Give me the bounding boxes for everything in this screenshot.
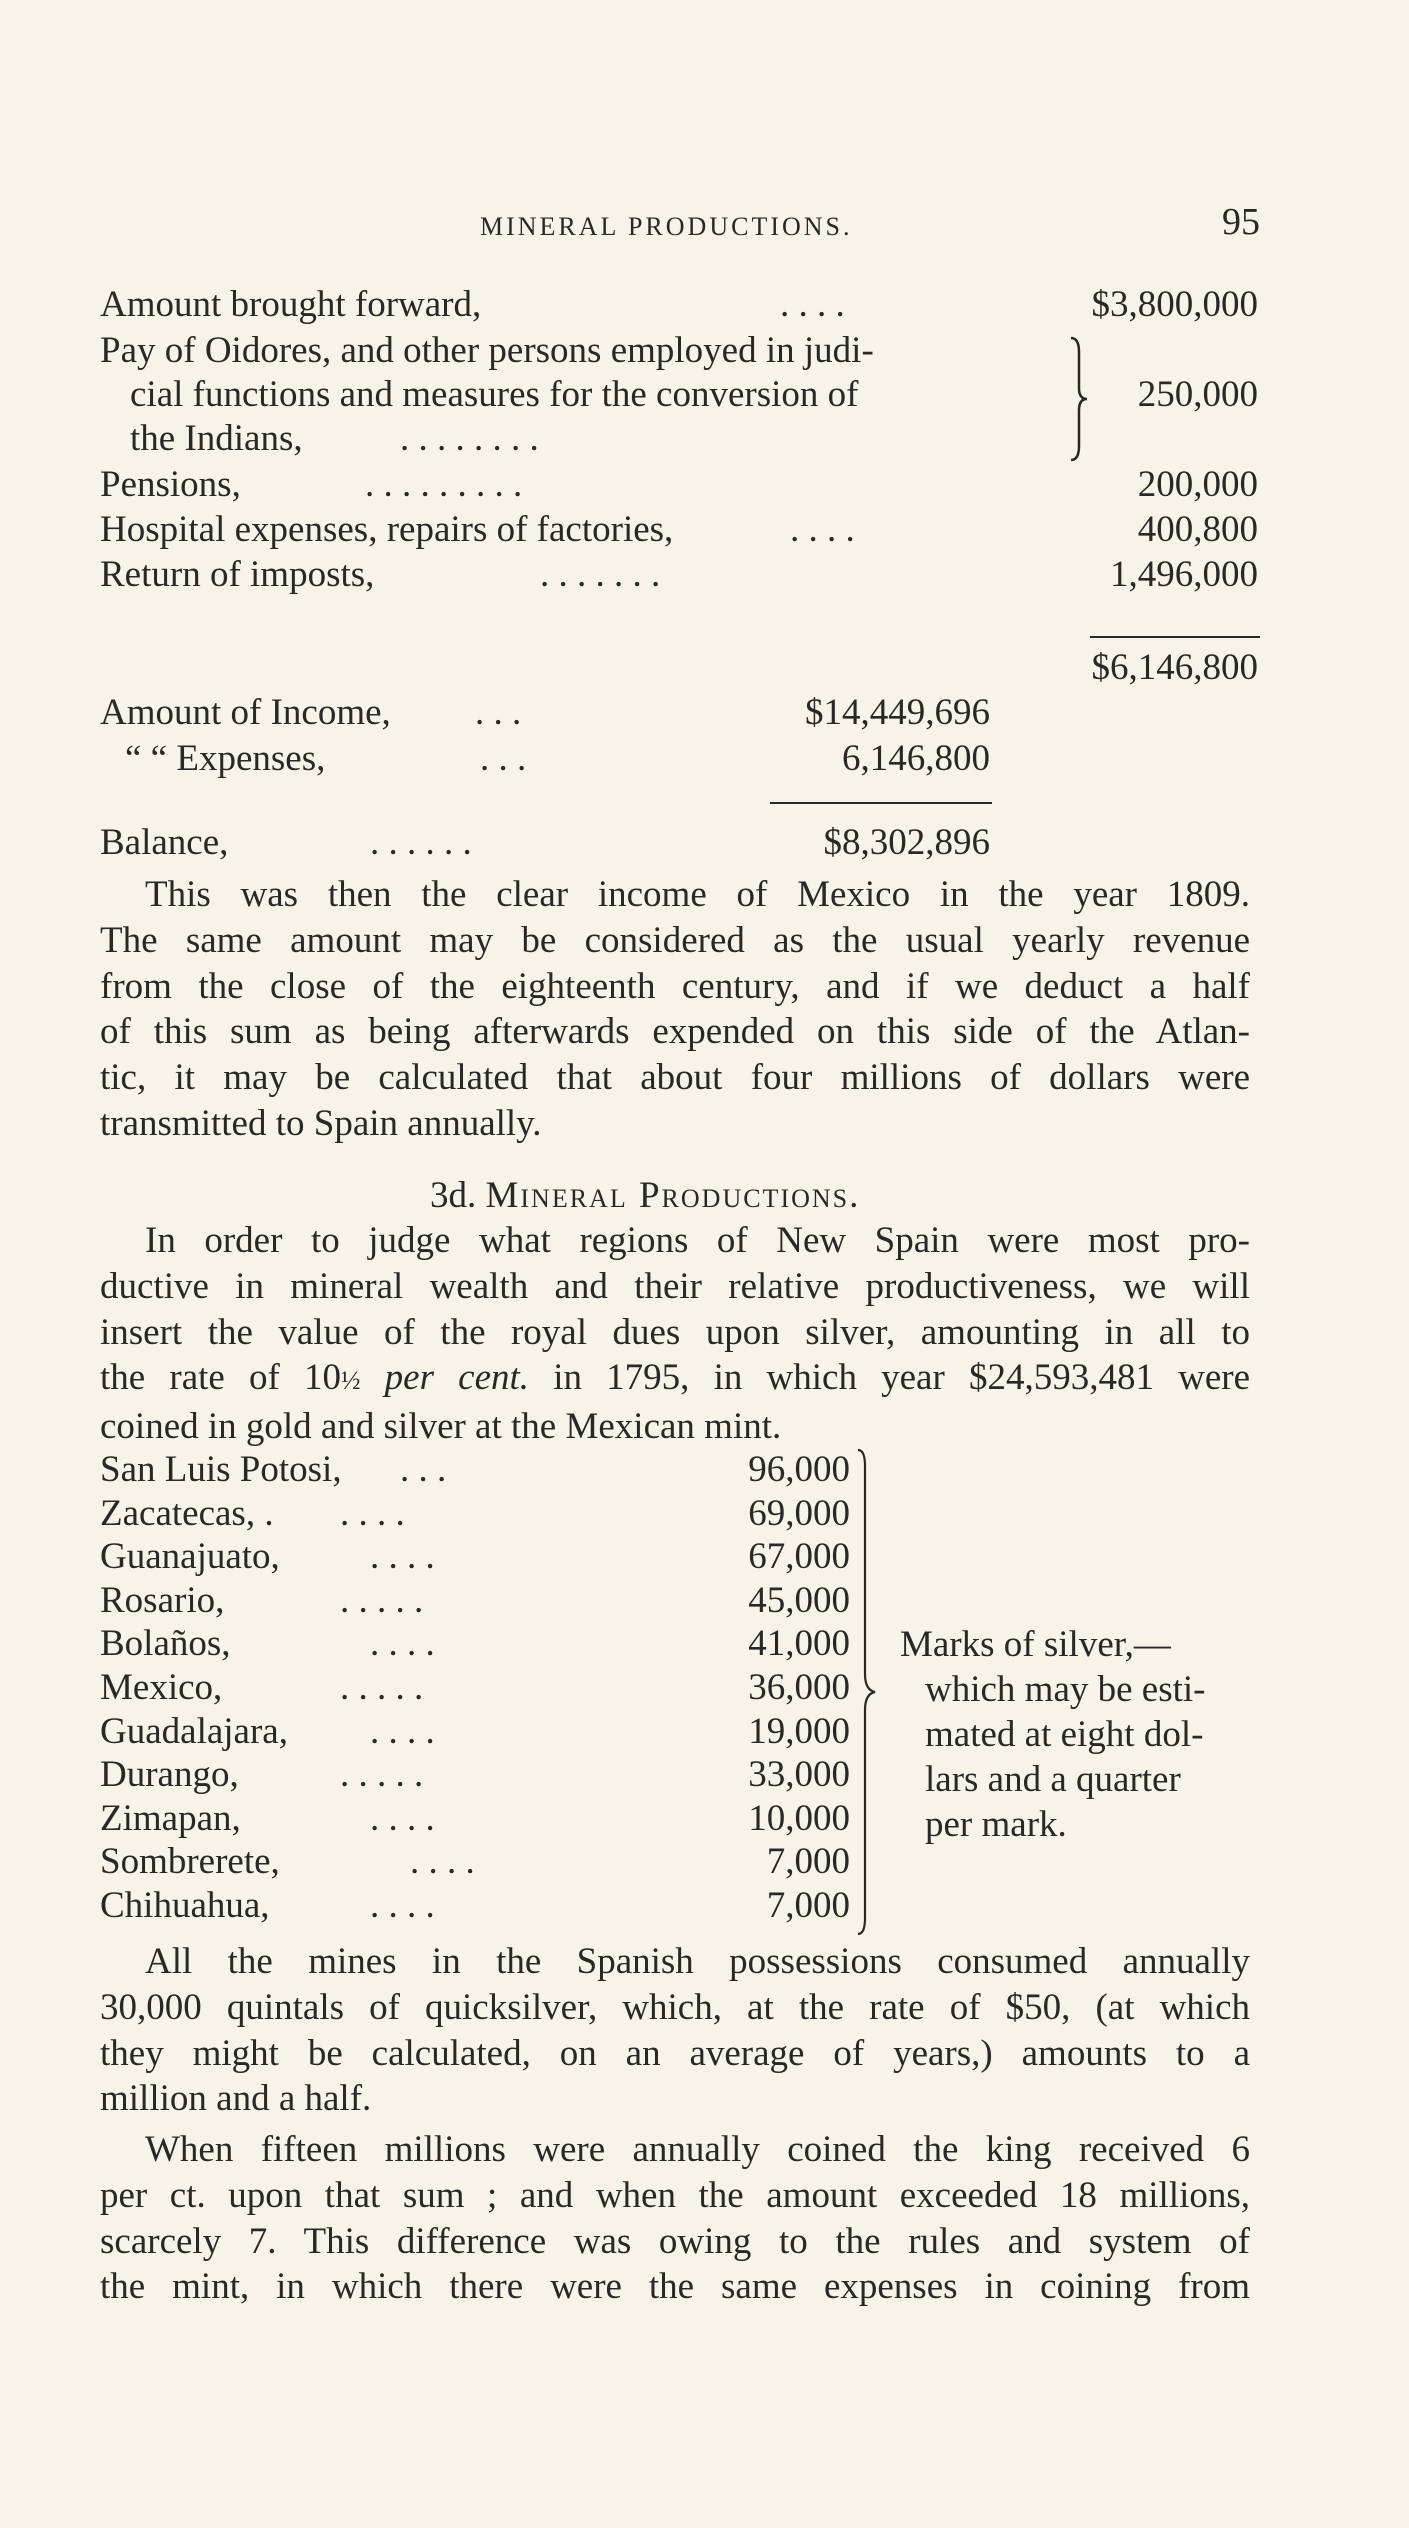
- leader-dots: . . . . . . . .: [400, 418, 539, 459]
- paragraph-coinage: [100, 2127, 1250, 2310]
- text-line: ductive in mineral wealth and their relative productiveness, we will: [100, 1265, 1250, 1307]
- text-line: the mint, in which there were the same expenses in coining from: [100, 2266, 1250, 2308]
- text-line: insert the value of the royal dues upon silver, amounting in all to: [100, 1311, 1250, 1353]
- oidores-line-2: cial functions and measures for the conversion of: [130, 374, 859, 415]
- imposts-value: 1,496,000: [1110, 554, 1258, 595]
- leader-dots: . . . . .: [340, 1667, 424, 1708]
- marks-value: 7,000: [766, 1885, 850, 1926]
- marks-value: 33,000: [748, 1754, 850, 1796]
- marks-value: 69,000: [748, 1492, 850, 1534]
- text-segment: the rate of 10: [100, 1357, 341, 1399]
- expenses-label: “ “ Expenses,: [125, 738, 326, 779]
- hospital-label: Hospital expenses, repairs of factories,: [100, 509, 674, 550]
- income-value: $14,449,696: [805, 692, 990, 733]
- leader-dots: . . . .: [410, 1841, 475, 1883]
- leader-dots: . . .: [480, 738, 527, 779]
- leader-dots: . . . .: [370, 1623, 435, 1665]
- place-name: Zacatecas, .: [100, 1492, 274, 1534]
- place-name: Durango,: [100, 1754, 239, 1796]
- text-line: of this sum as being afterwards expended on this side of the Atlan-: [100, 1011, 1250, 1053]
- leader-dots: . . .: [400, 1449, 447, 1490]
- marks-value: 19,000: [748, 1710, 850, 1752]
- text-line: When fifteen millions were annually coined the king received 6: [145, 2129, 1250, 2170]
- text-line: million and a half.: [100, 2078, 372, 2120]
- leader-dots: . . . .: [780, 284, 845, 325]
- leader-dots: . . . .: [340, 1492, 405, 1534]
- sum-rule: [770, 802, 992, 804]
- leader-dots: . . . .: [370, 1885, 435, 1926]
- text-line: This was then the clear income of Mexico in the year 1809.: [145, 874, 1250, 915]
- text-line: transmitted to Spain annually.: [100, 1102, 542, 1144]
- leader-dots: . . . .: [370, 1710, 435, 1752]
- text-line: from the close of the eighteenth century, and if we deduct a half: [100, 965, 1250, 1007]
- section-heading: [430, 1173, 860, 1218]
- text-line: [100, 1355, 1250, 1404]
- text-line: 30,000 quintals of quicksilver, which, at the rate of $50, (at which: [100, 1986, 1250, 2028]
- section-title: Mineral Productions.: [485, 1175, 861, 1216]
- place-name: San Luis Potosi,: [100, 1449, 342, 1490]
- marks-value: 45,000: [748, 1579, 850, 1621]
- imposts-label: Return of imposts,: [100, 554, 375, 595]
- leader-dots: . . . . . . . . .: [365, 464, 523, 505]
- pensions-value: 200,000: [1137, 464, 1258, 505]
- oidores-line-3: the Indians,: [130, 418, 303, 459]
- leader-dots: . . . . .: [340, 1754, 424, 1796]
- note-line: lars and a quarter: [925, 1759, 1181, 1800]
- expenses-total: $6,146,800: [1091, 647, 1258, 688]
- balance-label: Balance,: [100, 822, 229, 863]
- leader-dots: . . . . . .: [370, 822, 472, 863]
- marks-value: 96,000: [748, 1449, 850, 1490]
- text-line: per ct. upon that sum ; and when the amount exceeded 18 millions,: [100, 2174, 1250, 2216]
- text-line: they might be calculated, on an average of years,) amounts to a: [100, 2032, 1250, 2074]
- right-brace-icon: [1068, 336, 1090, 462]
- marks-value: 36,000: [748, 1667, 850, 1708]
- section-number: 3d.: [430, 1175, 477, 1216]
- running-header-title: MINERAL PRODUCTIONS.: [480, 212, 853, 241]
- balance-value: $8,302,896: [823, 822, 990, 863]
- pensions-label: Pensions,: [100, 464, 241, 505]
- leader-dots: . . . .: [370, 1536, 435, 1578]
- expenses-value: 6,146,800: [842, 738, 990, 779]
- leader-dots: . . . . . . .: [540, 554, 661, 595]
- brought-forward-value: $3,800,000: [1091, 284, 1258, 325]
- place-name: Bolaños,: [100, 1623, 231, 1665]
- place-name: Zimapan,: [100, 1797, 241, 1839]
- hospital-value: 400,800: [1137, 509, 1258, 550]
- text-line: All the mines in the Spanish possessions consumed annually: [145, 1941, 1250, 1982]
- right-brace-icon: [855, 1448, 881, 1936]
- brought-forward-label: Amount brought forward,: [100, 284, 482, 325]
- marks-value: 7,000: [766, 1841, 850, 1883]
- place-name: Sombrerete,: [100, 1841, 280, 1883]
- sum-rule: [1090, 636, 1260, 638]
- marks-value: 10,000: [748, 1797, 850, 1839]
- oidores-line-1: Pay of Oidores, and other persons employed in judi-: [100, 330, 874, 371]
- text-segment: in 1795, in which year $24,593,481 were: [553, 1357, 1250, 1399]
- text-line: coined in gold and silver at the Mexican mint.: [100, 1406, 782, 1448]
- note-line: which may be esti-: [925, 1669, 1206, 1710]
- paragraph-quicksilver: [100, 1939, 1250, 2122]
- marks-value: 67,000: [748, 1536, 850, 1578]
- text-line: scarcely 7. This difference was owing to the rules and system of: [100, 2220, 1250, 2262]
- text-line: tic, it may be calculated that about four millions of dollars were: [100, 1057, 1250, 1099]
- place-name: Chihuahua,: [100, 1885, 270, 1926]
- italic-per-cent: per cent.: [384, 1357, 530, 1399]
- text-line: In order to judge what regions of New Spain were most pro-: [145, 1220, 1250, 1261]
- leader-dots: . . . . .: [340, 1579, 424, 1621]
- marks-value: 41,000: [748, 1623, 850, 1665]
- fraction: ½: [340, 1366, 361, 1396]
- place-name: Rosario,: [100, 1579, 225, 1621]
- income-label: Amount of Income,: [100, 692, 391, 733]
- leader-dots: . . . .: [790, 509, 855, 550]
- place-name: Mexico,: [100, 1667, 223, 1708]
- leader-dots: . . . .: [370, 1797, 435, 1839]
- place-name: Guadalajara,: [100, 1710, 288, 1752]
- paragraph-clear-income: [100, 872, 1250, 1147]
- note-line: mated at eight dol-: [925, 1714, 1204, 1755]
- paragraph-royal-dues: [100, 1218, 1250, 1450]
- note-line: per mark.: [925, 1804, 1067, 1845]
- leader-dots: . . .: [475, 692, 522, 733]
- page-number: 95: [1222, 201, 1260, 243]
- text-line: The same amount may be considered as the usual yearly revenue: [100, 919, 1250, 961]
- place-name: Guanajuato,: [100, 1536, 280, 1578]
- note-line: Marks of silver,—: [900, 1624, 1171, 1665]
- oidores-value: 250,000: [1137, 374, 1258, 415]
